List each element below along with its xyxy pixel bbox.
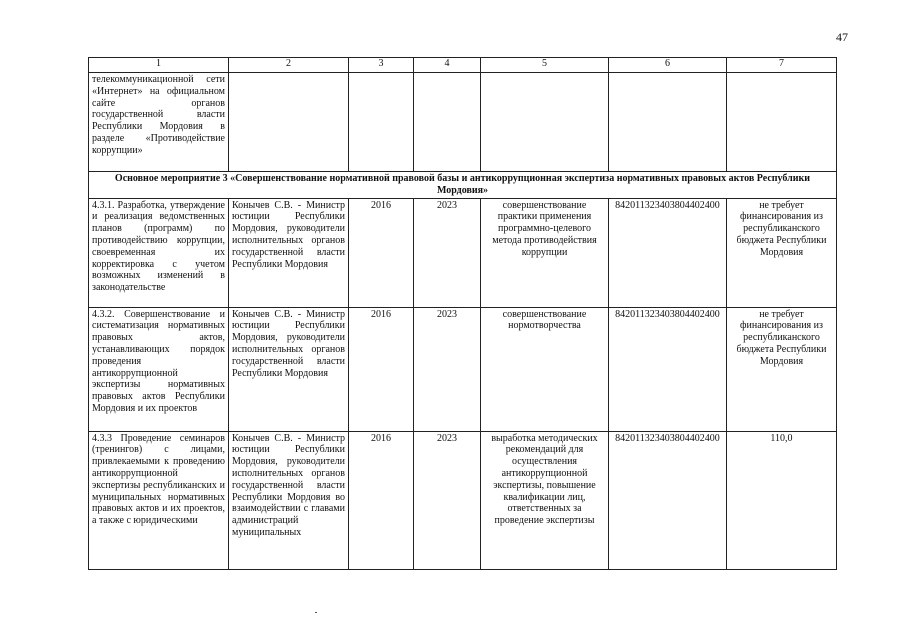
cell-responsible: Конычев С.В. - Министр юстиции Республики Мордовия, руководители исполнительных органов государственной власти Республики Мордовия (229, 198, 349, 307)
cell-empty (414, 73, 481, 172)
cell-end-year: 2023 (414, 307, 481, 431)
cell-responsible: Конычев С.В. - Министр юстиции Республики Мордовия, руководители исполнительных органов государственной власти Республики Мордовия (229, 307, 349, 431)
cell-result: совершенствование практики применения программно-целевого метода противодействия коррупции (481, 198, 609, 307)
table-row (89, 431, 837, 569)
cell-start-year: 2016 (349, 198, 414, 307)
cell-code: 842011323403804402400 (609, 198, 727, 307)
header-cell: 1 (89, 58, 229, 73)
cell-empty (609, 73, 727, 172)
cell-funding: не требует финансирования из республиканского бюджета Республики Мордовия (727, 307, 837, 431)
cell-responsible: Конычев С.В. - Министр юстиции Республики Мордовия, руководители исполнительных органов государственной власти Республики Мордовия во взаимодействии с главами администраций муниципальных (229, 431, 349, 569)
table-row (89, 198, 837, 307)
cell-end-year: 2023 (414, 431, 481, 569)
section-title-row (89, 172, 837, 199)
cell-measure: телекоммуникационной сети «Интернет» на официальном сайте органов государственной власти Республики Мордовия в разделе «Противодействие коррупции» (89, 73, 229, 172)
cell-result: совершенствование нормотворчества (481, 307, 609, 431)
continuation-row (89, 73, 837, 172)
cell-start-year: 2016 (349, 431, 414, 569)
cell-empty (727, 73, 837, 172)
header-cell: 3 (349, 58, 414, 73)
cell-code: 842011323403804402400 (609, 307, 727, 431)
cell-end-year: 2023 (414, 198, 481, 307)
cell-empty (229, 73, 349, 172)
header-cell: 7 (727, 58, 837, 73)
cell-empty (349, 73, 414, 172)
cell-measure: 4.3.2. Совершенствование и систематизация нормативных правовых актов, устанавливающих порядок проведения антикоррупционной экспертизы нормативных правовых актов Республики Мордовия и их проектов (89, 307, 229, 431)
cell-measure: 4.3.3 Проведение семинаров (тренингов) с лицами, привлекаемыми к проведению антикоррупционной экспертизы республиканских и муниципальных нормативных правовых актов и их проектов, а также с юридическими (89, 431, 229, 569)
cell-funding: не требует финансирования из республиканского бюджета Республики Мордовия (727, 198, 837, 307)
cell-start-year: 2016 (349, 307, 414, 431)
header-cell: 5 (481, 58, 609, 73)
cell-funding: 110,0 (727, 431, 837, 569)
cell-result: выработка методических рекомендаций для осуществления антикоррупционной экспертизы, повышение квалификации лиц, ответственных за проведение экспертизы (481, 431, 609, 569)
header-cell: 6 (609, 58, 727, 73)
cell-empty (481, 73, 609, 172)
cell-measure: 4.3.1. Разработка, утверждение и реализация ведомственных планов (программ) по противодействию коррупции, своевременная их корректировка с учетом возможных изменений в законодательстве (89, 198, 229, 307)
header-cell: 4 (414, 58, 481, 73)
scan-speck (315, 612, 317, 613)
cell-code: 842011323403804402400 (609, 431, 727, 569)
program-table (88, 57, 837, 570)
header-cell: 2 (229, 58, 349, 73)
header-row (89, 58, 837, 73)
section-title: Основное мероприятие 3 «Совершенствование нормативной правовой базы и антикоррупционная экспертиза нормативных правовых актов Республики Мордовия» (89, 172, 837, 199)
page-number: 47 (836, 30, 848, 44)
table-row (89, 307, 837, 431)
